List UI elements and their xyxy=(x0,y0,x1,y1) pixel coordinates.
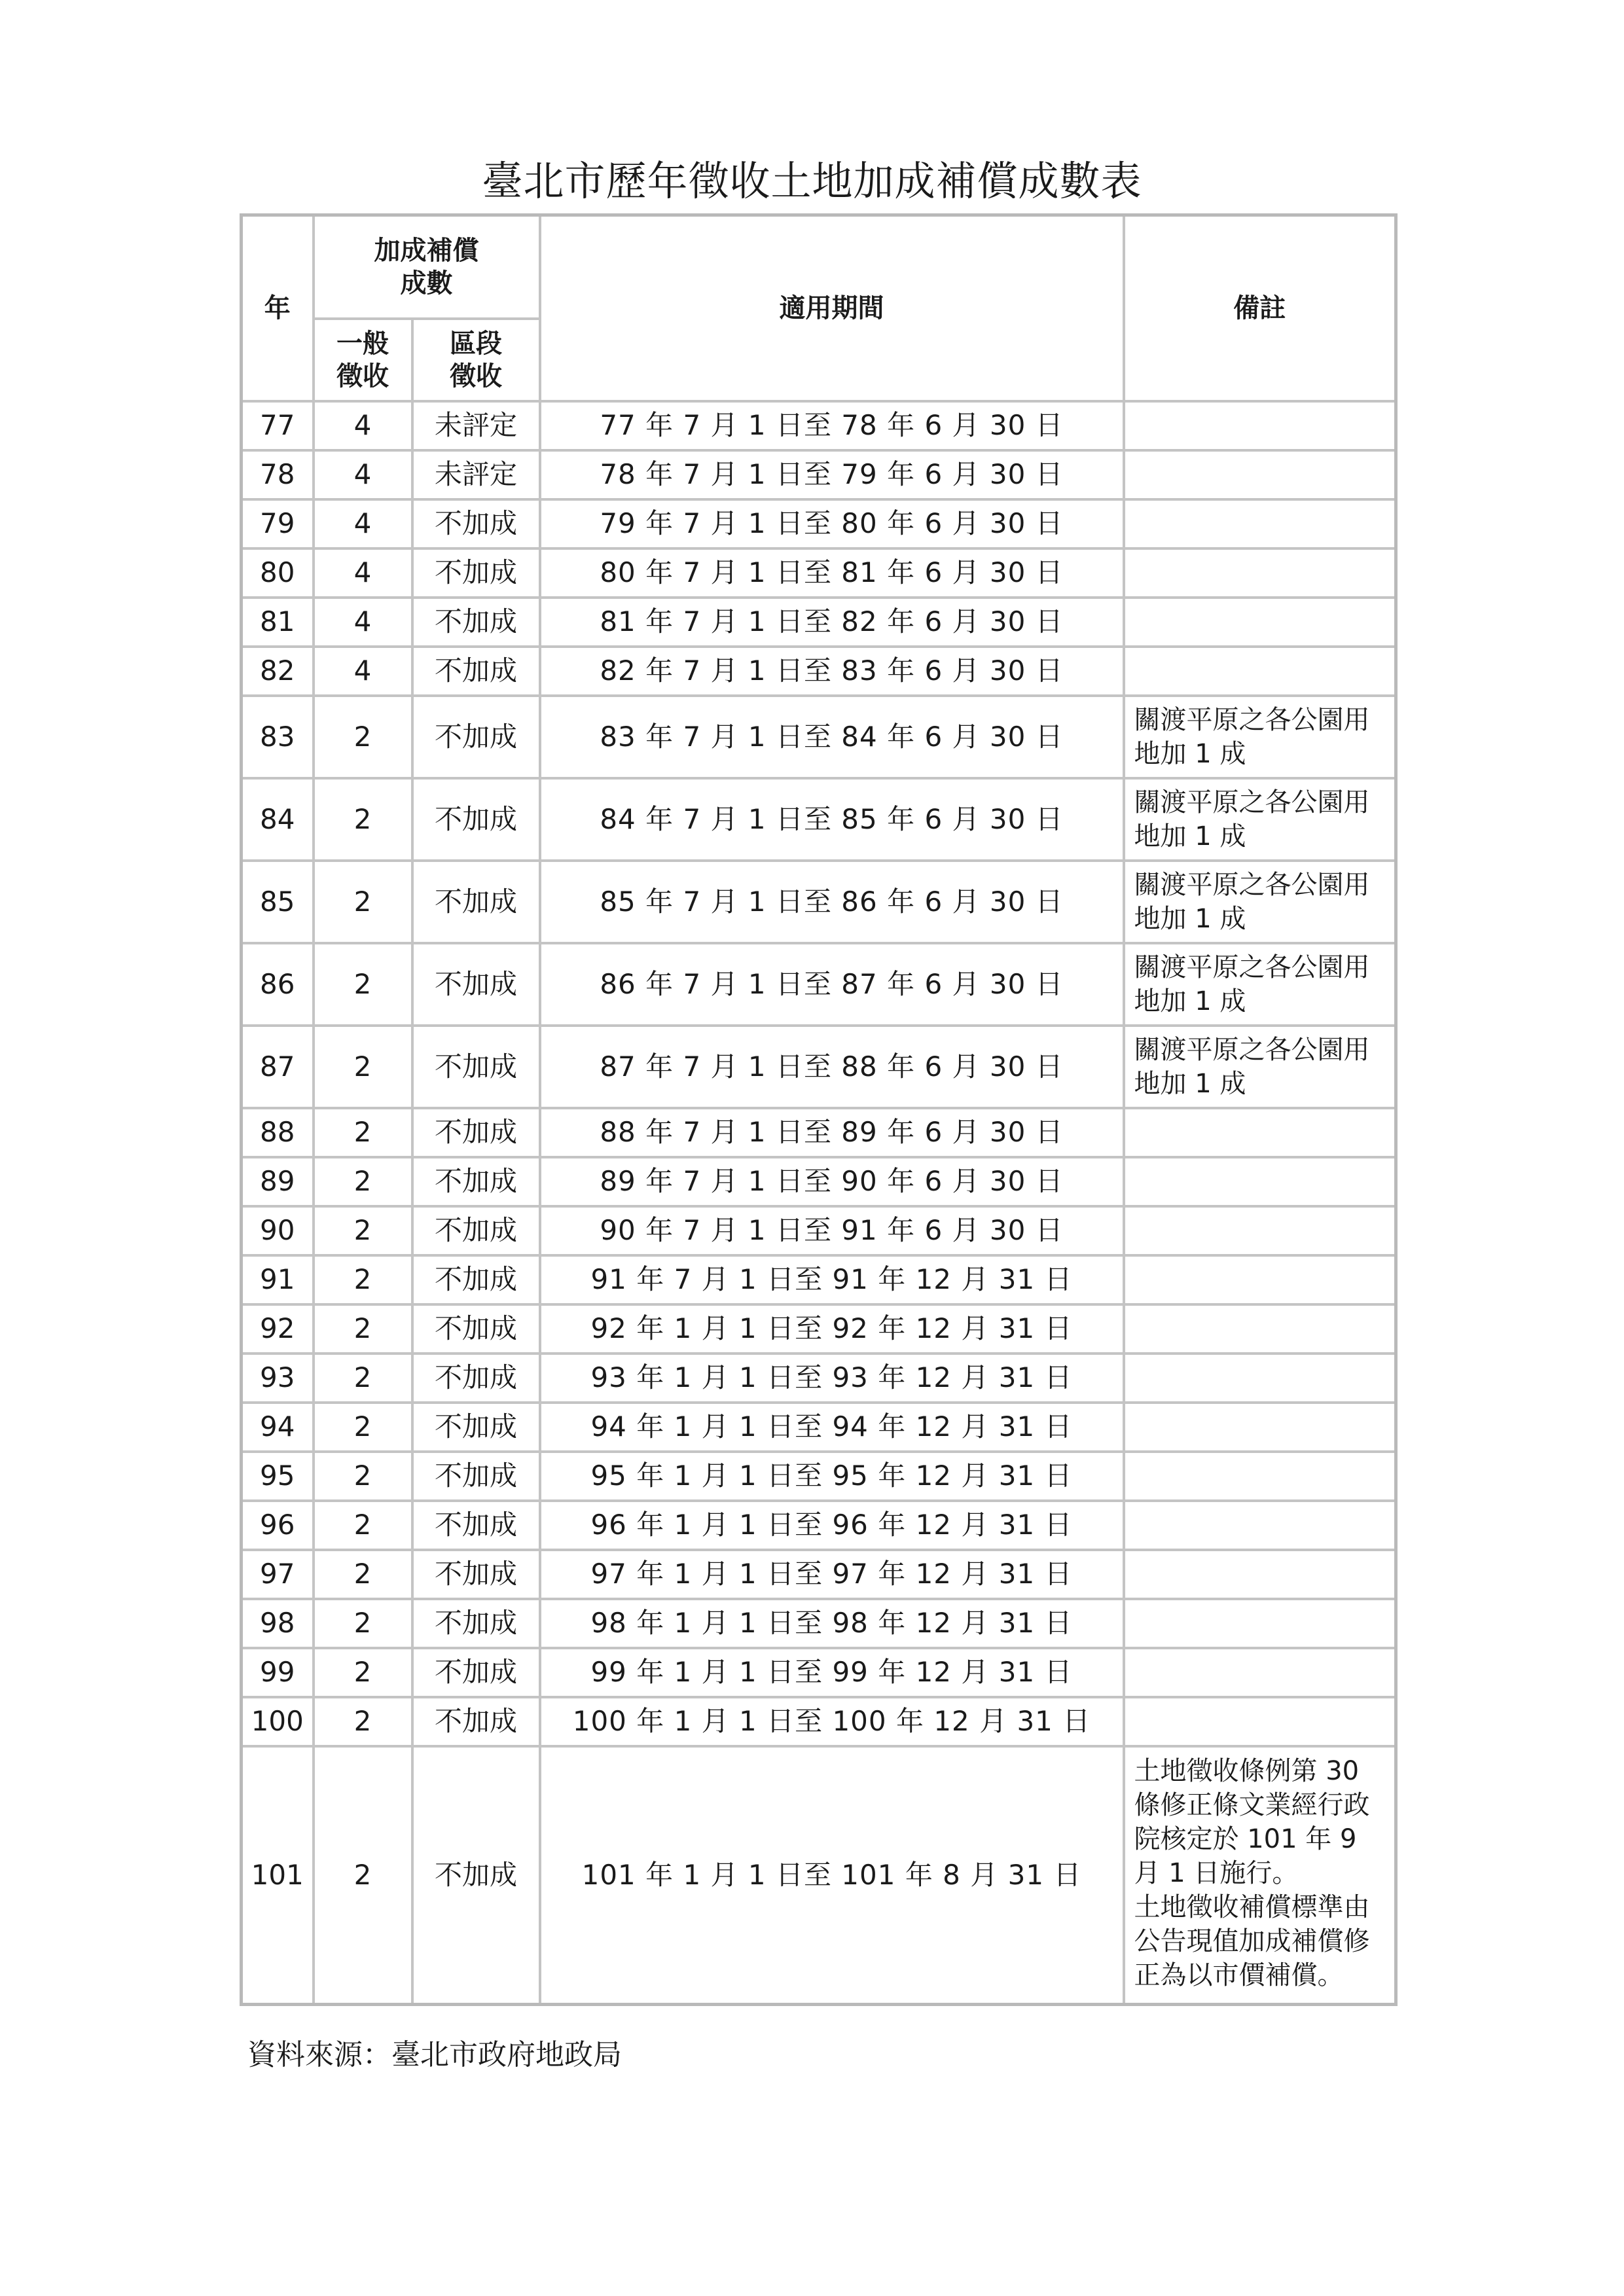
table-row xyxy=(242,1354,1396,1403)
note-cell: 關渡平原之各公園用地加 1 成 xyxy=(1124,1026,1396,1108)
note-cell xyxy=(1124,647,1396,696)
period-cell: 96 年 1 月 1 日至 96 年 12 月 31 日 xyxy=(540,1501,1124,1550)
table-row xyxy=(242,696,1396,778)
year-cell: 89 xyxy=(242,1157,314,1206)
year-cell: 82 xyxy=(242,647,314,696)
period-cell: 82 年 7 月 1 日至 83 年 6 月 30 日 xyxy=(540,647,1124,696)
year-cell: 86 xyxy=(242,943,314,1026)
general-cell: 4 xyxy=(314,548,412,598)
general-cell: 4 xyxy=(314,401,412,450)
year-cell: 77 xyxy=(242,401,314,450)
note-cell xyxy=(1124,1157,1396,1206)
header-bonus xyxy=(314,215,540,319)
period-cell: 77 年 7 月 1 日至 78 年 6 月 30 日 xyxy=(540,401,1124,450)
table-row xyxy=(242,778,1396,861)
general-cell: 2 xyxy=(314,1599,412,1648)
period-cell: 91 年 7 月 1 日至 91 年 12 月 31 日 xyxy=(540,1255,1124,1304)
zone-cell: 不加成 xyxy=(412,943,540,1026)
zone-cell: 不加成 xyxy=(412,499,540,548)
year-cell: 99 xyxy=(242,1648,314,1697)
period-cell: 87 年 7 月 1 日至 88 年 6 月 30 日 xyxy=(540,1026,1124,1108)
general-cell: 2 xyxy=(314,1550,412,1599)
period-cell: 85 年 7 月 1 日至 86 年 6 月 30 日 xyxy=(540,861,1124,943)
year-cell: 96 xyxy=(242,1501,314,1550)
zone-cell: 未評定 xyxy=(412,450,540,499)
note-cell xyxy=(1124,1255,1396,1304)
note-cell xyxy=(1124,1108,1396,1157)
zone-cell: 不加成 xyxy=(412,598,540,647)
general-cell: 2 xyxy=(314,1697,412,1746)
note-cell xyxy=(1124,1501,1396,1550)
period-cell: 80 年 7 月 1 日至 81 年 6 月 30 日 xyxy=(540,548,1124,598)
header-period: 適用期間 xyxy=(540,215,1124,401)
general-cell: 2 xyxy=(314,1108,412,1157)
table-row xyxy=(242,401,1396,450)
note-cell xyxy=(1124,401,1396,450)
note-cell xyxy=(1124,1354,1396,1403)
period-cell: 98 年 1 月 1 日至 98 年 12 月 31 日 xyxy=(540,1599,1124,1648)
source-note: 資料來源：臺北市政府地政局 xyxy=(247,2038,622,2072)
zone-cell: 不加成 xyxy=(412,1550,540,1599)
note-cell xyxy=(1124,1599,1396,1648)
period-cell: 81 年 7 月 1 日至 82 年 6 月 30 日 xyxy=(540,598,1124,647)
period-cell: 94 年 1 月 1 日至 94 年 12 月 31 日 xyxy=(540,1403,1124,1452)
zone-cell: 不加成 xyxy=(412,1403,540,1452)
table-row xyxy=(242,861,1396,943)
table-row xyxy=(242,1452,1396,1501)
note-paragraph-2: 土地徵收補償標準由公告現值加成補償修正為以市價補償。 xyxy=(1134,1892,1370,1990)
zone-cell: 不加成 xyxy=(412,696,540,778)
period-cell: 92 年 1 月 1 日至 92 年 12 月 31 日 xyxy=(540,1304,1124,1354)
header-zone-line2: 徵收 xyxy=(450,361,502,391)
table-row xyxy=(242,1255,1396,1304)
table-row xyxy=(242,1206,1396,1255)
year-cell: 100 xyxy=(242,1697,314,1746)
general-cell: 4 xyxy=(314,647,412,696)
period-cell: 89 年 7 月 1 日至 90 年 6 月 30 日 xyxy=(540,1157,1124,1206)
note-cell xyxy=(1124,598,1396,647)
table-row xyxy=(242,1108,1396,1157)
zone-cell: 不加成 xyxy=(412,778,540,861)
note-cell xyxy=(1124,1697,1396,1746)
table-row xyxy=(242,499,1396,548)
year-cell: 85 xyxy=(242,861,314,943)
zone-cell: 不加成 xyxy=(412,548,540,598)
table-row xyxy=(242,548,1396,598)
year-cell: 84 xyxy=(242,778,314,861)
note-cell: 關渡平原之各公園用地加 1 成 xyxy=(1124,778,1396,861)
table-row xyxy=(242,450,1396,499)
period-cell: 86 年 7 月 1 日至 87 年 6 月 30 日 xyxy=(540,943,1124,1026)
period-cell: 100 年 1 月 1 日至 100 年 12 月 31 日 xyxy=(540,1697,1124,1746)
zone-cell: 不加成 xyxy=(412,1746,540,2005)
year-cell: 78 xyxy=(242,450,314,499)
header-year: 年 xyxy=(242,215,314,401)
header-bonus-line1: 加成補償 xyxy=(374,235,479,266)
zone-cell: 不加成 xyxy=(412,1026,540,1108)
period-cell: 88 年 7 月 1 日至 89 年 6 月 30 日 xyxy=(540,1108,1124,1157)
table-row xyxy=(242,1304,1396,1354)
general-cell: 2 xyxy=(314,1026,412,1108)
header-zone-line1: 區段 xyxy=(450,328,502,359)
zone-cell: 不加成 xyxy=(412,861,540,943)
compensation-table xyxy=(240,213,1398,2006)
table-row xyxy=(242,943,1396,1026)
year-cell: 95 xyxy=(242,1452,314,1501)
note-cell xyxy=(1124,1403,1396,1452)
table-row xyxy=(242,1697,1396,1746)
general-cell: 2 xyxy=(314,1206,412,1255)
note-cell xyxy=(1124,1550,1396,1599)
period-cell: 78 年 7 月 1 日至 79 年 6 月 30 日 xyxy=(540,450,1124,499)
general-cell: 2 xyxy=(314,1157,412,1206)
period-cell: 101 年 1 月 1 日至 101 年 8 月 31 日 xyxy=(540,1746,1124,2005)
page-title: 臺北市歷年徵收土地加成補償成數表 xyxy=(482,157,1142,205)
table-row xyxy=(242,1550,1396,1599)
general-cell: 2 xyxy=(314,1501,412,1550)
period-cell: 83 年 7 月 1 日至 84 年 6 月 30 日 xyxy=(540,696,1124,778)
period-cell: 93 年 1 月 1 日至 93 年 12 月 31 日 xyxy=(540,1354,1124,1403)
note-cell: 關渡平原之各公園用地加 1 成 xyxy=(1124,696,1396,778)
zone-cell: 不加成 xyxy=(412,1599,540,1648)
period-cell: 97 年 1 月 1 日至 97 年 12 月 31 日 xyxy=(540,1550,1124,1599)
general-cell: 2 xyxy=(314,1648,412,1697)
table-row xyxy=(242,1746,1396,2005)
zone-cell: 不加成 xyxy=(412,1157,540,1206)
period-cell: 95 年 1 月 1 日至 95 年 12 月 31 日 xyxy=(540,1452,1124,1501)
year-cell: 98 xyxy=(242,1599,314,1648)
period-cell: 90 年 7 月 1 日至 91 年 6 月 30 日 xyxy=(540,1206,1124,1255)
table-row xyxy=(242,1599,1396,1648)
note-cell xyxy=(1124,548,1396,598)
header-general-line2: 徵收 xyxy=(336,361,389,391)
general-cell: 2 xyxy=(314,1255,412,1304)
note-paragraph-1: 土地徵收條例第 30 條修正條文業經行政院核定於 101 年 9 月 1 日施行。 xyxy=(1134,1755,1370,1888)
year-cell: 92 xyxy=(242,1304,314,1354)
table-row xyxy=(242,1157,1396,1206)
general-cell: 4 xyxy=(314,499,412,548)
general-cell: 4 xyxy=(314,598,412,647)
year-cell: 83 xyxy=(242,696,314,778)
note-cell: 關渡平原之各公園用地加 1 成 xyxy=(1124,861,1396,943)
year-cell: 87 xyxy=(242,1026,314,1108)
year-cell: 93 xyxy=(242,1354,314,1403)
zone-cell: 不加成 xyxy=(412,1354,540,1403)
year-cell: 80 xyxy=(242,548,314,598)
general-cell: 2 xyxy=(314,696,412,778)
note-cell xyxy=(1124,1746,1396,2005)
header-bonus-line2: 成數 xyxy=(400,268,453,298)
period-cell: 99 年 1 月 1 日至 99 年 12 月 31 日 xyxy=(540,1648,1124,1697)
year-cell: 94 xyxy=(242,1403,314,1452)
year-cell: 81 xyxy=(242,598,314,647)
zone-cell: 不加成 xyxy=(412,1255,540,1304)
general-cell: 2 xyxy=(314,778,412,861)
table-row xyxy=(242,1501,1396,1550)
table-row xyxy=(242,1648,1396,1697)
period-cell: 79 年 7 月 1 日至 80 年 6 月 30 日 xyxy=(540,499,1124,548)
zone-cell: 不加成 xyxy=(412,1648,540,1697)
year-cell: 97 xyxy=(242,1550,314,1599)
zone-cell: 未評定 xyxy=(412,401,540,450)
header-general-line1: 一般 xyxy=(336,328,389,359)
general-cell: 2 xyxy=(314,943,412,1026)
note-cell xyxy=(1124,1304,1396,1354)
note-cell xyxy=(1124,450,1396,499)
year-cell: 90 xyxy=(242,1206,314,1255)
zone-cell: 不加成 xyxy=(412,647,540,696)
general-cell: 2 xyxy=(314,1746,412,2005)
header-zone xyxy=(412,319,540,401)
year-cell: 91 xyxy=(242,1255,314,1304)
note-cell xyxy=(1124,1648,1396,1697)
table-row xyxy=(242,1403,1396,1452)
general-cell: 2 xyxy=(314,1304,412,1354)
zone-cell: 不加成 xyxy=(412,1697,540,1746)
note-cell xyxy=(1124,499,1396,548)
zone-cell: 不加成 xyxy=(412,1304,540,1354)
general-cell: 2 xyxy=(314,861,412,943)
zone-cell: 不加成 xyxy=(412,1206,540,1255)
header-note: 備註 xyxy=(1124,215,1396,401)
table-row xyxy=(242,647,1396,696)
zone-cell: 不加成 xyxy=(412,1452,540,1501)
general-cell: 2 xyxy=(314,1403,412,1452)
table-row xyxy=(242,1026,1396,1108)
general-cell: 2 xyxy=(314,1354,412,1403)
zone-cell: 不加成 xyxy=(412,1501,540,1550)
year-cell: 88 xyxy=(242,1108,314,1157)
year-cell: 101 xyxy=(242,1746,314,2005)
year-cell: 79 xyxy=(242,499,314,548)
general-cell: 2 xyxy=(314,1452,412,1501)
header-general xyxy=(314,319,412,401)
table-row xyxy=(242,598,1396,647)
zone-cell: 不加成 xyxy=(412,1108,540,1157)
general-cell: 4 xyxy=(314,450,412,499)
note-cell xyxy=(1124,1206,1396,1255)
period-cell: 84 年 7 月 1 日至 85 年 6 月 30 日 xyxy=(540,778,1124,861)
note-cell: 關渡平原之各公園用地加 1 成 xyxy=(1124,943,1396,1026)
note-cell xyxy=(1124,1452,1396,1501)
